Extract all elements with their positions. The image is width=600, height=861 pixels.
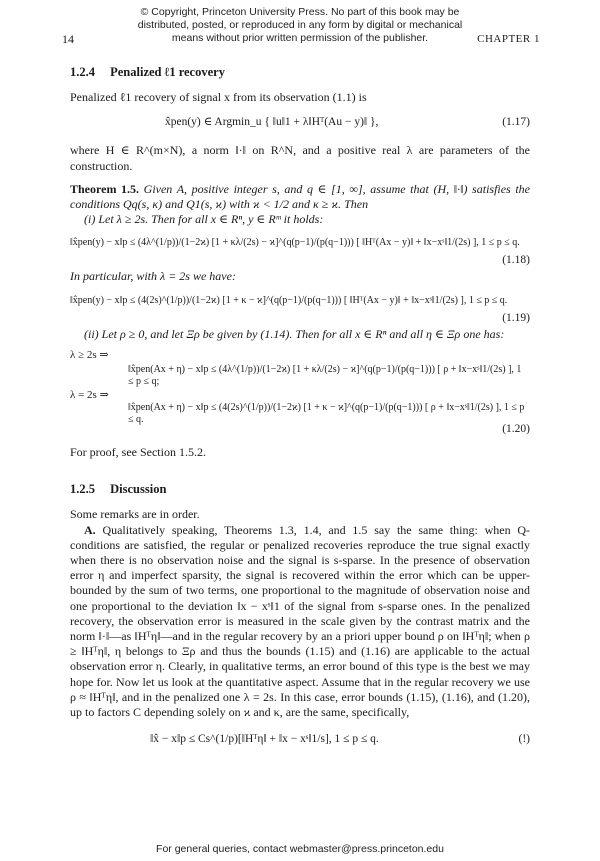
equation-number: (1.18)	[502, 254, 530, 267]
equation-final	[70, 730, 530, 752]
condition-2: λ = 2s ⇒	[70, 388, 109, 401]
section-number: 1.2.5	[70, 482, 95, 497]
equation-number: (!)	[518, 733, 530, 746]
equation-text: ‖x̂ − x‖p ≤ Cs^(1/p)[‖Hᵀη‖ + ‖x − xˢ‖1/s], 1 ≤ p ≤ q.	[150, 733, 379, 746]
copyright-notice	[120, 6, 480, 45]
theorem-part-ii: (ii) Let ρ ≥ 0, and let Ξρ be given by (1.14). Then for all x ∈ Rⁿ and all η ∈ Ξρ one has:	[84, 326, 505, 341]
equation-text: x̂pen(y) ∈ Argmin_u { ‖u‖1 + λ‖Hᵀ(Au − y)‖ },	[165, 116, 379, 129]
equation-number-1-20: (1.20)	[502, 422, 530, 435]
proof-reference: For proof, see Section 1.5.2.	[70, 445, 206, 460]
equation-1-18	[70, 233, 530, 267]
equation-number: (1.17)	[502, 116, 530, 129]
footer-contact: For general queries, contact webmaster@press.princeton.edu	[156, 843, 444, 855]
paragraph-label: A.	[84, 522, 96, 537]
equation-text: ‖x̂pen(y) − x‖p ≤ (4(2s)^(1/p))/(1−2ϰ) [1 + κ − ϰ]^(q(p−1)/(p(q−1))) [ ‖Hᵀ(Ax − y)‖ + ‖x−xˢ‖1/(2s) ], 1 ≤ p ≤ q.	[70, 294, 508, 306]
section-after: where H ∈ R^(m×N), a norm ‖·‖ on R^N, and a positive real λ are parameters of the construction.	[70, 143, 530, 173]
page-body	[70, 65, 530, 758]
section-heading-penalized	[70, 65, 530, 80]
theorem-part-i: (i) Let λ ≥ 2s. Then for all x ∈ Rⁿ, y ∈ Rᵐ it holds:	[84, 212, 324, 227]
equation-text: ‖x̂pen(y) − x‖p ≤ (4λ^(1/p))/(1−2ϰ) [1 + κλ/(2s) − ϰ]^(q(p−1)/(p(q−1))) [ ‖Hᵀ(Ax − y)‖ + ‖x−xˢ‖1/(2s) ], 1 ≤ p ≤ q.	[70, 237, 520, 249]
copyright-line-2: distributed, posted, or reproduced in any form by digital or mechanical	[137, 19, 463, 31]
equation-1-20	[70, 346, 530, 424]
equation-1-17	[70, 111, 530, 137]
section-number: 1.2.4	[70, 65, 95, 79]
section-heading-discussion	[70, 482, 530, 497]
section-title: Penalized ℓ1 recovery	[110, 65, 225, 79]
page-number: 14	[62, 32, 74, 46]
theorem-statement: Given A, positive integer s, and q ∈ [1, ∞], assume that (H, ‖·‖) satisfies the conditions Qq(s, κ) and Q1(s, ϰ) with ϰ < 1/2 and κ ≥ ϰ. Then	[70, 181, 530, 212]
equation-1-20b: ‖x̂pen(Ax + η) − x‖p ≤ (4(2s)^(1/p))/(1−2ϰ) [1 + κ − ϰ]^(q(p−1)/(p(q−1))) [ ρ + ‖x−xˢ‖1/(2s) ], 1 ≤ p ≤ q.	[128, 401, 525, 425]
theorem-label: Theorem 1.5.	[70, 181, 140, 196]
equation-1-20a: ‖x̂pen(Ax + η) − x‖p ≤ (4λ^(1/p))/(1−2ϰ) [1 + κλ/(2s) − ϰ]^(q(p−1)/(p(q−1))) [ ρ + ‖x−xˢ‖1/(2s) ], 1 ≤ p ≤ q;	[128, 363, 522, 387]
copyright-line-1: © Copyright, Princeton University Press. No part of this book may be	[140, 6, 460, 18]
discussion-paragraph-a	[70, 523, 530, 721]
theorem-1-5	[70, 182, 530, 228]
condition-1: λ ≥ 2s ⇒	[70, 348, 109, 361]
discussion-intro: Some remarks are in order.	[70, 507, 200, 522]
particular-case: In particular, with λ = 2s we have:	[70, 269, 236, 284]
equation-number: (1.19)	[502, 311, 530, 324]
equation-1-19	[70, 291, 530, 324]
paragraph-text: Qualitatively speaking, Theorems 1.3, 1.4, and 1.5 say the same thing: when Q-conditions are satisfied, the regular or penalized recoveries reproduce the true signal exactly when there is no observation noise and the signal is s-sparse. In the presence of observation error η and imperfect sparsity, the signal is recovered within the error which can be upper-bounded by the sum of two terms, one proportional to the magnitude of observation noise and one proportional to the deviation ‖x − xˢ‖1 of the signal from s-sparse ones. In the penalized recovery, the observation error is measured in the scale given by the contrast matrix and the norm ‖·‖—as ‖Hᵀη‖—and in the regular recovery by an a priori upper bound ρ on ‖Hᵀη‖; when ρ ≥ ‖Hᵀη‖, η belongs to Ξρ and thus the bounds (1.15) and (1.16) are applicable to the actual observation error η. Clearly, in qualitative terms, an error bound of this type is the best we may hope for. Now let us look at the quantitative aspect. Assume that in the regular recovery we use ρ ≈ ‖Hᵀη‖, and in the penalized one λ = 2s. In this case, error bounds (1.15), (1.16), and (1.20), up to factors C depending solely on ϰ and κ, are the same, specifically,	[70, 522, 530, 720]
section-intro: Penalized ℓ1 recovery of signal x from its observation (1.1) is	[70, 90, 367, 105]
copyright-line-3: means without prior written permission of the publisher.	[171, 32, 429, 44]
chapter-label: CHAPTER 1	[477, 33, 540, 45]
section-title: Discussion	[110, 482, 167, 497]
